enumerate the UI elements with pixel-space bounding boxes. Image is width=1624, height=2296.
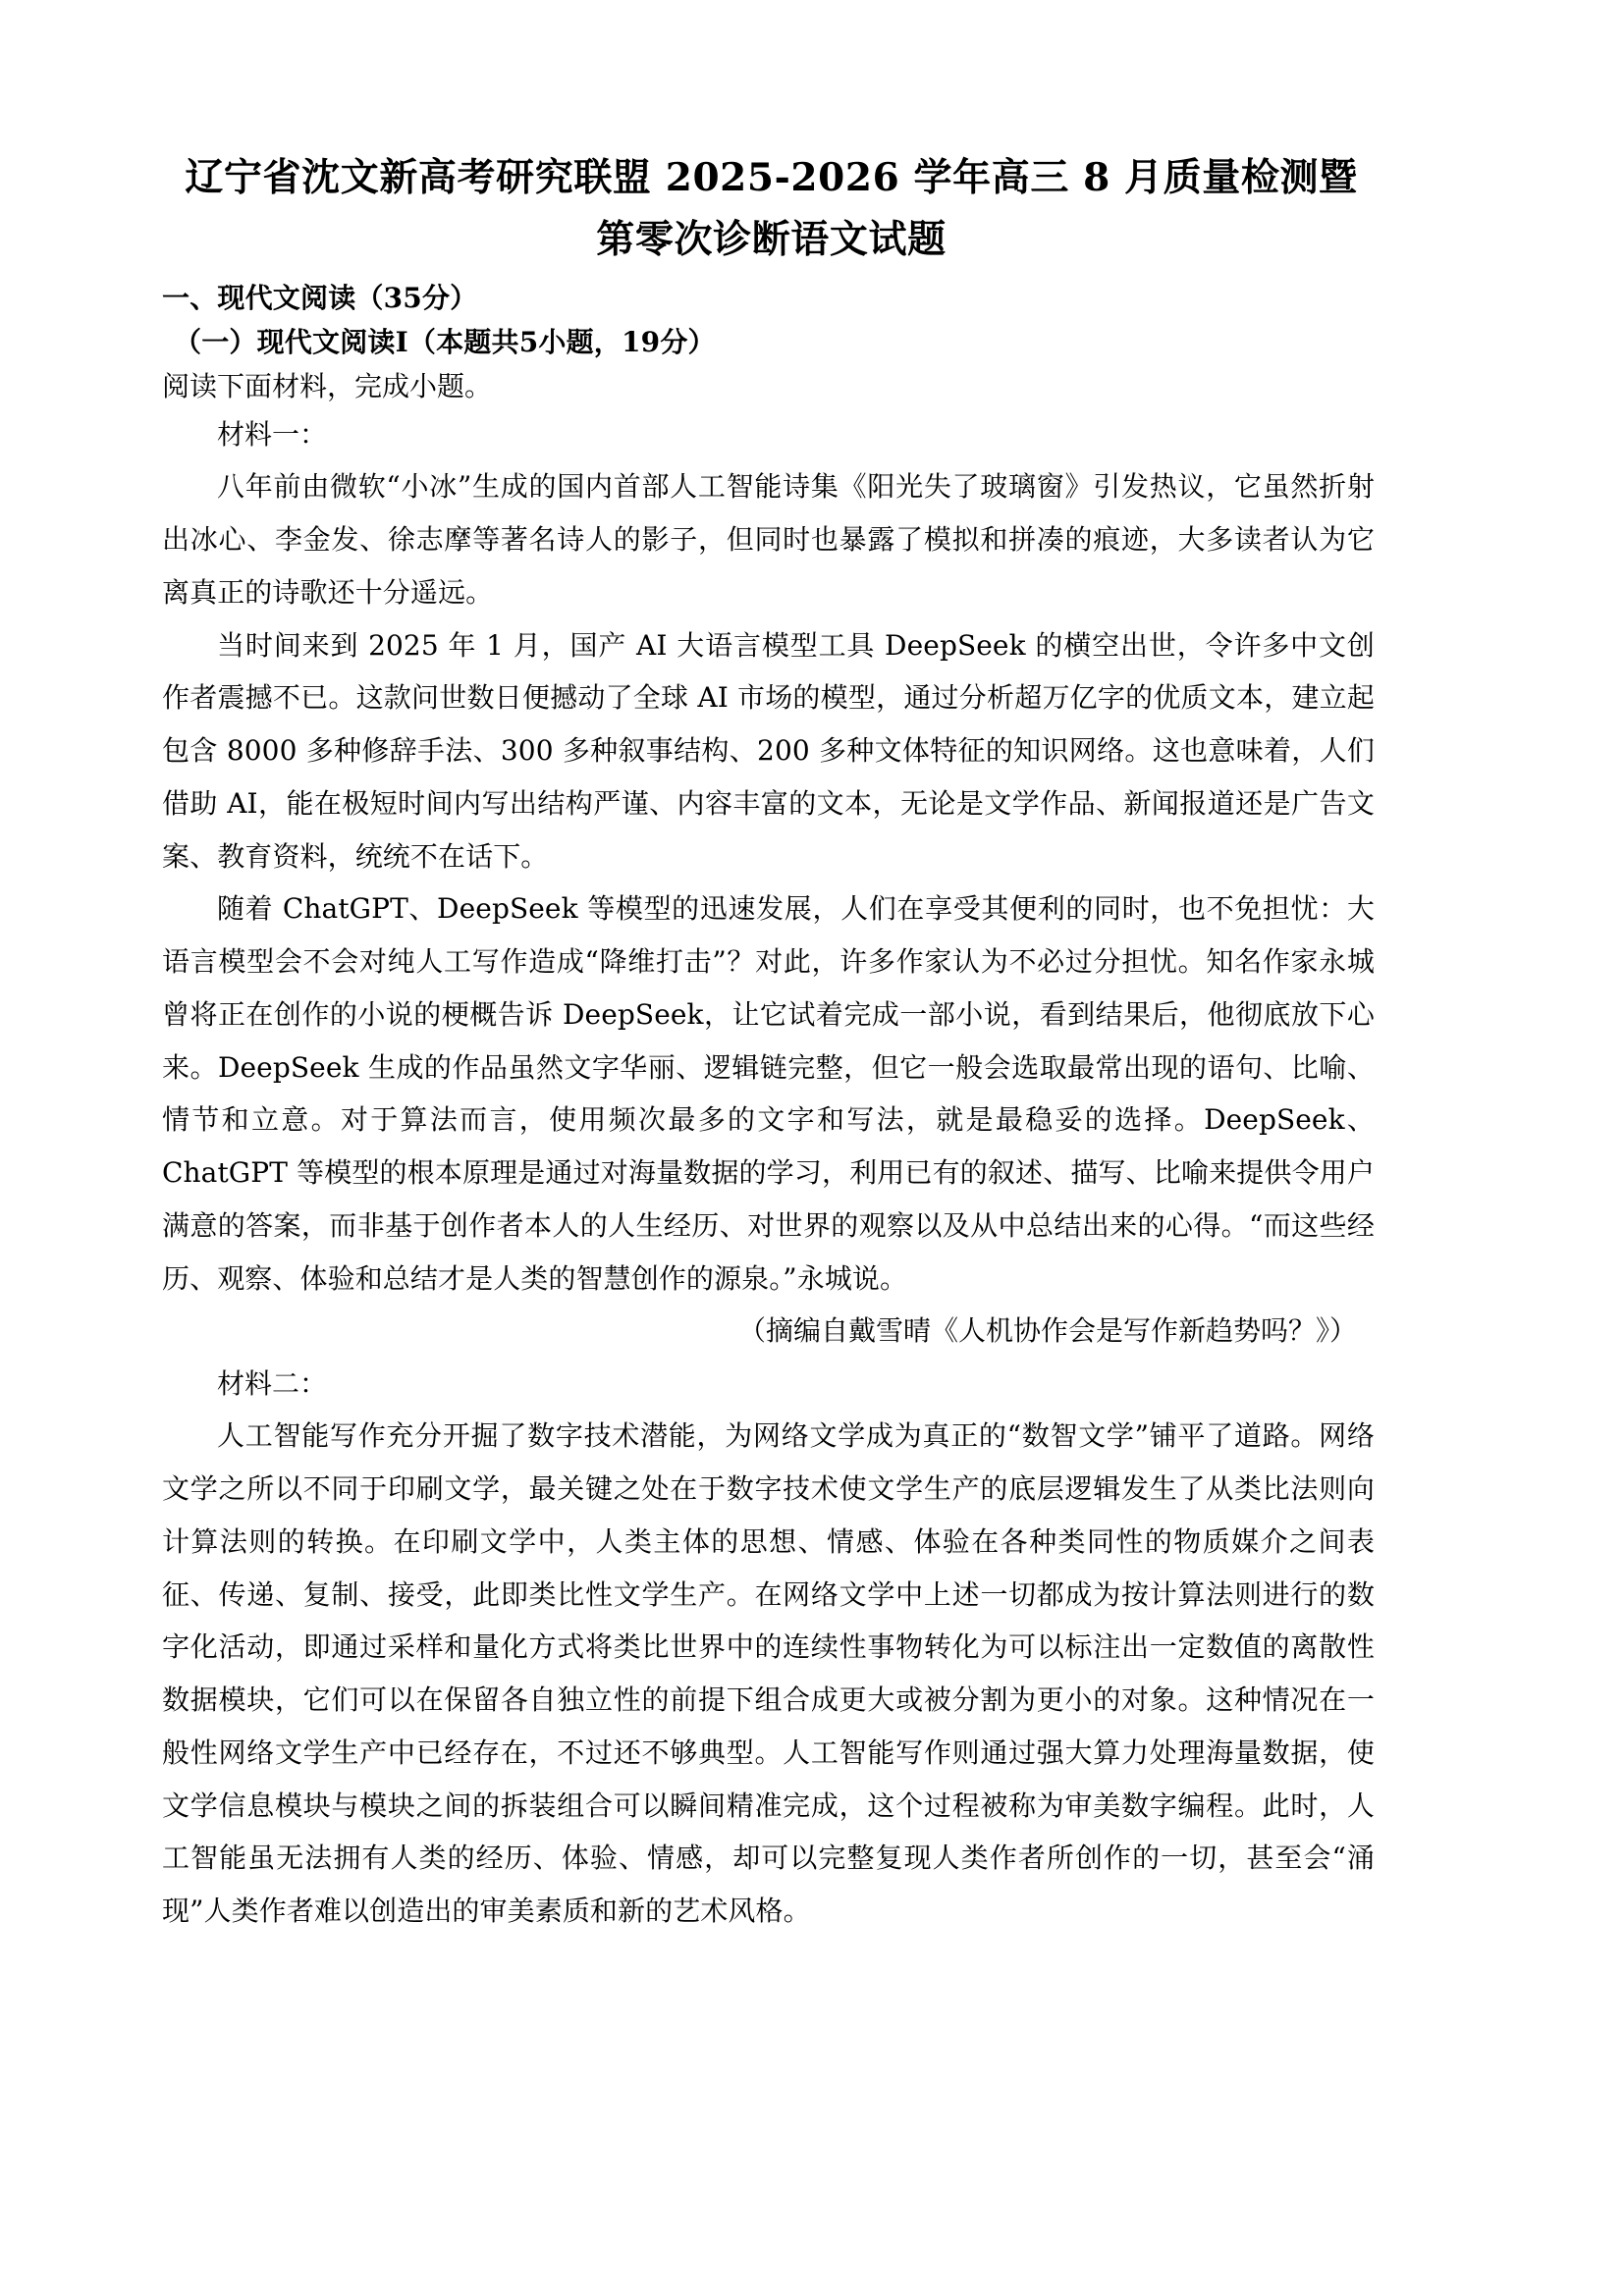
material-one-source-attribution: （摘编自戴雪晴《人机协作会是写作新趋势吗？》） — [737, 1314, 1357, 1348]
material-one-paragraph-3: 随着 ChatGPT、DeepSeek 等模型的迅速发展，人们在享受其便利的同时，也不免担忧：大语言模型会不会对纯人工写作造成“降维打击”？对此，许多作家认为不必过分担忧。知名作家永城曾将正在创作的小说的梗概告诉 DeepSeek，让它试着完成一部小说，看到结果后，他彻底放下心来。DeepSeek 生成的作品虽然文字华丽、逻辑链完整，但它一般会选取最常出现的语句、比喻、情节和立意。对于算法而言，使用频次最多的文字和写法，就是最稳妥的选择。DeepSeek、ChatGPT 等模型的根本原理是通过对海量数据的学习，利用已有的叙述、描写、比喻来提供令用户满意的答案，而非基于创作者本人的人生经历、对世界的观察以及从中总结出来的心得。“而这些经历、观察、体验和总结才是人类的智慧创作的源泉。”永城说。 — [162, 892, 1375, 1295]
material-label-one: 材料一： — [217, 418, 328, 452]
material-two-paragraph-1: 人工智能写作充分开掘了数字技术潜能，为网络文学成为真正的“数智文学”铺平了道路。网络文学之所以不同于印刷文学，最关键之处在于数字技术使文学生产的底层逻辑发生了从类比法则向计算法则的转换。在印刷文学中，人类主体的思想、情感、体验在各种类同性的物质媒介之间表征、传递、复制、接受，此即类比性文学生产。在网络文学中上述一切都成为按计算法则进行的数字化活动，即通过采样和量化方式将类比世界中的连续性事物转化为可以标注出一定数值的离散性数据模块，它们可以在保留各自独立性的前提下组合成更大或被分割为更小的对象。这种情况在一般性网络文学生产中已经存在，不过还不够典型。人工智能写作则通过强大算力处理海量数据，使文学信息模块与模块之间的拆装组合可以瞬间精准完成，这个过程被称为审美数字编程。此时，人工智能虽无法拥有人类的经历、体验、情感，却可以完整复现人类作者所创作的一切，甚至会“涌现”人类作者难以创造出的审美素质和新的艺术风格。 — [162, 1419, 1375, 1928]
page-title: 辽宁省沈文新高考研究联盟 2025-2026 学年高三 8 月质量检测暨第零次诊断语文试题 — [185, 155, 1358, 263]
material-one-paragraph-2: 当时间来到 2025 年 1 月，国产 AI 大语言模型工具 DeepSeek 的横空出世，令许多中文创作者震撼不已。这款问世数日便撼动了全球 AI 市场的模型，通过分析超万亿字的优质文本，建立起包含 8000 多种修辞手法、300 多种叙事结构、200 多种文体特征的知识网络。这也意味着，人们借助 AI，能在极短时间内写出结构严谨、内容丰富的文本，无论是文学作品、新闻报道还是广告文案、教育资料，统统不在话下。 — [162, 628, 1375, 873]
material-one-paragraph-1: 八年前由微软“小冰”生成的国内首部人工智能诗集《阳光失了玻璃窗》引发热议，它虽然折射出冰心、李金发、徐志摩等著名诗人的影子，但同时也暴露了模拟和拼凑的痕迹，大多读者认为它离真正的诗歌还十分遥远。 — [162, 470, 1375, 609]
section-heading-modern-reading: 一、现代文阅读（35分） — [162, 282, 478, 315]
reading-instruction: 阅读下面材料，完成小题。 — [162, 369, 493, 402]
sub-heading-modern-reading-one: （一）现代文阅读I（本题共5小题，19分） — [174, 325, 716, 358]
material-label-two: 材料二： — [217, 1367, 328, 1401]
